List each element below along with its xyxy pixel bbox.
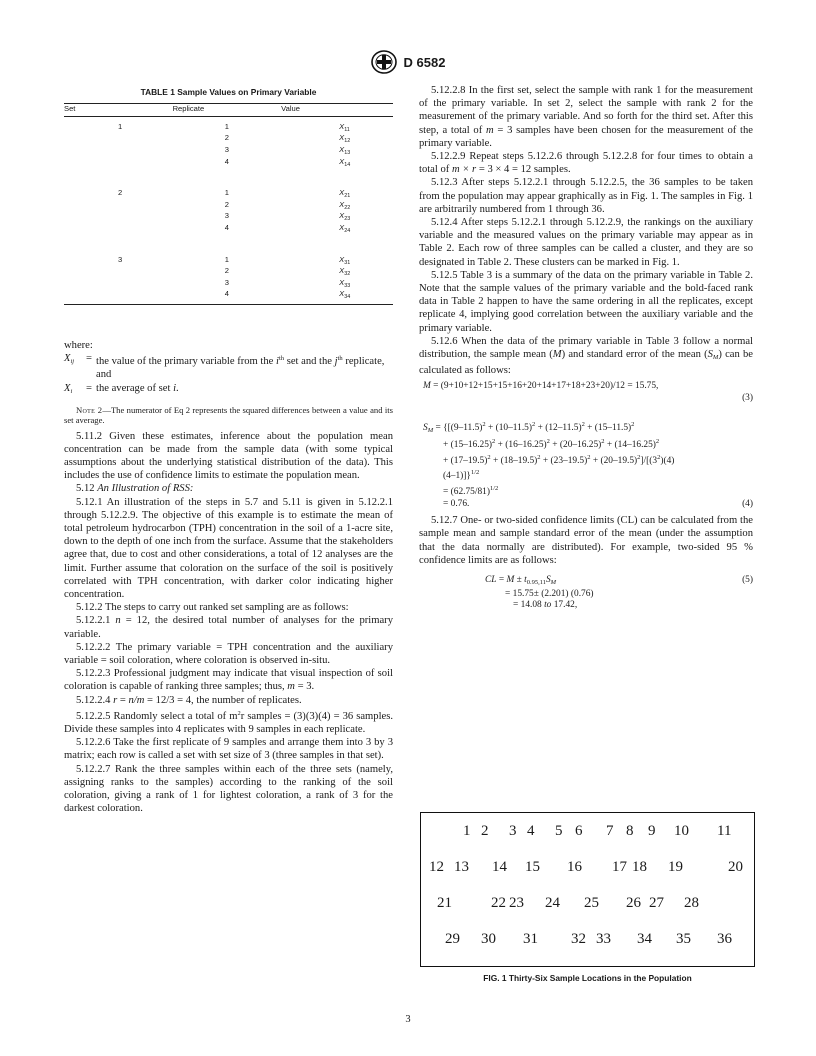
sample-location-number: 8 (626, 823, 634, 839)
table1-cell-value: $X_{23}$ (339, 211, 351, 223)
table1-cell-value: $X_{11}$ (339, 121, 350, 133)
table1-cell-value: $X_{32}$ (339, 266, 351, 278)
sample-location-number: 6 (575, 823, 583, 839)
table1-row (64, 250, 393, 268)
para-5-12-1: 5.12.1 An illustration of the steps in 5.7 and 5.11 is given in 5.12.2.1 through 5.12.2.9. The objective of this example is to estimate the mean of total petroleum hydrocarbon (TPH) concentration in the soil of a 1-acre site, down to the depth of one inch from the surface. Assume that the stakeholders agree that, due to cost and other considerations, a total of 12 analyses are the limit. Further assume that coloration on the surface of the soil is positively correlated with TPH concentration, with darker color indicating higher concentration. (64, 496, 393, 600)
table1-cell-replicate: 3 (224, 277, 229, 287)
table1-cell-set (64, 290, 173, 304)
where-block (64, 339, 393, 398)
sample-location-number: 36 (717, 931, 732, 947)
para-5-12-2-5: 5.12.2.5 Randomly select a total of $m^2r$ samples = (3)(3)(4) = 36 samples. Divide these samples into 4 replicates with 9 samples in each replicate. (64, 709, 393, 736)
table1-cell-set (64, 267, 173, 279)
table1-cell-value: $X_{12}$ (339, 133, 351, 145)
sample-location-number: 11 (717, 823, 732, 839)
sample-location-number: 19 (668, 859, 683, 875)
sample-location-number: 15 (525, 859, 540, 875)
table1 (64, 103, 393, 305)
table1-header-replicate: Replicate (173, 104, 282, 117)
table1-cell-value: $X_{13}$ (339, 144, 351, 156)
table1-cell-value: $X_{14}$ (339, 156, 351, 168)
sample-location-number: 7 (606, 823, 614, 839)
para-5-12: 5.12 An Illustration of RSS: (76, 483, 194, 495)
sample-location-number: 5 (555, 823, 563, 839)
table1-cell-replicate: 4 (224, 156, 229, 166)
table1-cell-set (64, 134, 173, 146)
para-5-12-2-3: 5.12.2.3 Professional judgment may indicate that visual inspection of soil coloration is capable of ranking three samples; thus, m = 3. (64, 668, 393, 693)
table1-cell-replicate: 3 (224, 211, 229, 221)
table1-row (64, 158, 393, 170)
table1-body (64, 116, 393, 304)
table1-cell-value: $X_{21}$ (339, 188, 351, 200)
table1-cell-set (64, 146, 173, 158)
sample-location-number: 30 (481, 931, 496, 947)
sample-location-number: 26 (626, 895, 641, 911)
sample-location-number: 10 (674, 823, 689, 839)
para-5-12-4: 5.12.4 After steps 5.12.2.1 through 5.12.2.9, the rankings on the auxiliary variable and the measured values on the primary variable may appear as in Table 2. Each row of three samples can be called a cluster, and they are so designated in Table 2. These clusters can be marked in Fig. 1. (419, 217, 753, 268)
sample-location-number: 22 (491, 895, 506, 911)
standard-designation: D 6582 (403, 54, 446, 70)
sample-location-number: 24 (545, 895, 560, 911)
sample-location-number: 33 (596, 931, 611, 947)
table1-cell-set (64, 158, 173, 170)
sample-location-number: 1 (463, 823, 471, 839)
table1-cell-replicate: 3 (224, 144, 229, 154)
table1-cell-replicate: 2 (224, 133, 229, 143)
sample-location-number: 14 (492, 859, 507, 875)
sample-location-number: 32 (571, 931, 586, 947)
table1-title: TABLE 1 Sample Values on Primary Variable (140, 87, 317, 97)
table1-cell-replicate: 1 (224, 121, 229, 131)
page-header (0, 50, 816, 74)
table1-header-value: Value (281, 104, 393, 117)
table1-cell-set (64, 201, 173, 213)
para-5-12-2-1: 5.12.2.1 n = 12, the desired total number of analyses for the primary variable. (64, 615, 394, 640)
para-5-11-2: 5.11.2 Given these estimates, inference about the population mean concentration can be made from the sample data (with some typical assumptions about the underlying statistical distribution of the data). This includes the use of confidence limits to estimate the population mean. (64, 430, 393, 482)
sample-location-number: 27 (649, 895, 664, 911)
sample-location-number: 20 (728, 859, 743, 875)
table1-header-row (64, 104, 393, 117)
sample-location-number: 31 (523, 931, 538, 947)
sample-location-number: 28 (684, 895, 699, 911)
sample-location-number: 16 (567, 859, 582, 875)
table1-cell-set (64, 212, 173, 224)
equation-4: $S_M = \{[(9-11.5)^2 + (10-11.5)^2 + (12-11.5)^2 + (15-11.5)^2$ + $(15-16.25)^2 + (16-16.25)^2 + (20-16.25)^2 + (14-16.25)^2$ + $(17-19.5)^2 + (18-19.5)^2 + (23-19.5)^2 + (20-19.5)^2]/[(3^2)(4)$ (4–1)]}$^{1/2}$ = $(62.75/81)^{1/2}$ = 0.76. (4) (423, 420, 753, 509)
table1-cell-set (64, 279, 173, 291)
para-5-12-7: 5.12.7 One- or two-sided confidence limits (CL) can be calculated from the sample mean and sample standard error of the mean (under the assumption that the data normally are distributed). For example, two-sided 95 % confidence limits are as follows: (419, 515, 753, 566)
para-5-12-2-2: 5.12.2.2 The primary variable = TPH concentration and the auxiliary variable = soil coloration, where coloration is observed in-situ. (64, 641, 393, 666)
where-xi: $X_i$ = the average of set i. (64, 382, 179, 395)
table1-cell-replicate: 1 (224, 254, 229, 264)
table1-cell-value: $X_{33}$ (339, 277, 351, 289)
sample-location-number: 4 (527, 823, 535, 839)
where-xij: $X_{ij}$ = the value of the primary variable from the $i^{th}$ set and the $j^{th}$ replicate, and (64, 353, 385, 381)
table1-cell-set: 1 (118, 121, 123, 131)
table1-cell-value: $X_{34}$ (281, 290, 393, 304)
table1-row (64, 183, 393, 201)
para-5-12-2-9: 5.12.2.9 Repeat steps 5.12.2.6 through 5.12.2.8 for four times to obtain a total of m × r = 3 × 4 = 12 samples. (419, 151, 753, 176)
figure-1-sample-grid (420, 812, 755, 967)
para-5-12-2-4: 5.12.2.4 r = n/m = 12/3 = 4, the number of replicates. (76, 694, 302, 706)
para-5-12-6: 5.12.6 When the data of the primary variable in Table 3 follow a normal distribution, the sample mean (M) and standard error of the mean $(S_M)$ can be calculated as follows: (419, 335, 753, 377)
para-5-12-2-6: 5.12.2.6 Take the first replicate of 9 samples and arrange them into 3 by 3 matrix; each row is called a set with set size of 3 (three samples in that set). (64, 737, 393, 762)
sample-location-number: 35 (676, 931, 691, 947)
sample-location-number: 9 (648, 823, 656, 839)
equation-3: M = (9+10+12+15+15+16+20+14+17+18+23+20)/12 = 15.75, (3) (423, 381, 753, 404)
sample-location-number: 2 (481, 823, 489, 839)
sample-location-number: 23 (509, 895, 524, 911)
table1-cell-set: 3 (118, 254, 123, 264)
where-label: where: (64, 339, 93, 351)
para-5-12-3: 5.12.3 After steps 5.12.2.1 through 5.12.2.5, the 36 samples to be taken from the population may appear graphically as in Fig. 1. The samples in Fig. 1 are arbitrarily numbered from 1 through 36. (419, 177, 753, 215)
sample-location-number: 13 (454, 859, 469, 875)
table1-cell-value: $X_{22}$ (339, 199, 351, 211)
left-column (64, 84, 393, 815)
astm-logo-icon (371, 50, 397, 74)
sample-location-number: 18 (632, 859, 647, 875)
table1-cell-value: $X_{31}$ (339, 254, 351, 266)
table1-row (64, 224, 393, 236)
table1-cell-replicate: 1 (224, 188, 229, 198)
note-2: Note 2—The numerator of Eq 2 represents the squared differences between a value and its set average. (64, 404, 394, 426)
table1-cell-replicate: 2 (224, 199, 229, 209)
sample-location-number: 12 (429, 859, 444, 875)
right-column (419, 84, 753, 616)
table1-spacer (64, 169, 393, 183)
table1-header-set: Set (64, 104, 173, 117)
page-number: 3 (405, 1014, 411, 1025)
para-5-12-5: 5.12.5 Table 3 is a summary of the data on the primary variable in Table 2. Note that the sample values of the primary variable and the bold-faced rank data in Table 2 happen to have the same ordering in all the replicates, except replicate 4, implying good correlation between the auxiliary variable and the primary variable. (419, 269, 753, 334)
sample-location-number: 29 (445, 931, 460, 947)
sample-location-number: 17 (612, 859, 627, 875)
table1-cell-value: $X_{24}$ (339, 222, 351, 234)
sample-location-number: 3 (509, 823, 517, 839)
para-5-12-2: 5.12.2 The steps to carry out ranked set sampling are as follows: (76, 602, 349, 614)
table1-cell-replicate: 4 (173, 290, 282, 304)
table1-cell-set: 2 (118, 188, 123, 198)
table1-cell-replicate: 2 (224, 266, 229, 276)
table1-cell-replicate: 4 (224, 222, 229, 232)
para-5-12-2-7: 5.12.2.7 Rank the three samples within each of the three sets (namely, assigning ranks to the samples) according to the ranking of the soil coloration, giving a rank of 1 for lightest coloration, a rank of 3 for the darkest coloration. (64, 763, 393, 815)
para-5-12-2-8: 5.12.2.8 In the first set, select the sample with rank 1 for the measurement of the primary variable. In set 2, select the sample with rank 2 for the measurement of the primary variable. And so forth for the third set. After this step, a total of m = 3 samples have been chosen for the measurement of the primary variable. (419, 85, 753, 149)
table1-spacer (64, 236, 393, 250)
sample-location-number: 21 (437, 895, 452, 911)
table1-cell-set (64, 224, 173, 236)
sample-location-number: 25 (584, 895, 599, 911)
figure-1-caption: FIG. 1 Thirty-Six Sample Locations in the Population (483, 973, 692, 983)
table1-row (64, 116, 393, 134)
sample-location-number: 34 (637, 931, 652, 947)
table1-row (64, 290, 393, 304)
equation-5: CL = $M \pm t_{0.95,11}S_M$ (5) = 15.75± (2.201) (0.76) = 14.08 to 17.42, (485, 575, 753, 611)
